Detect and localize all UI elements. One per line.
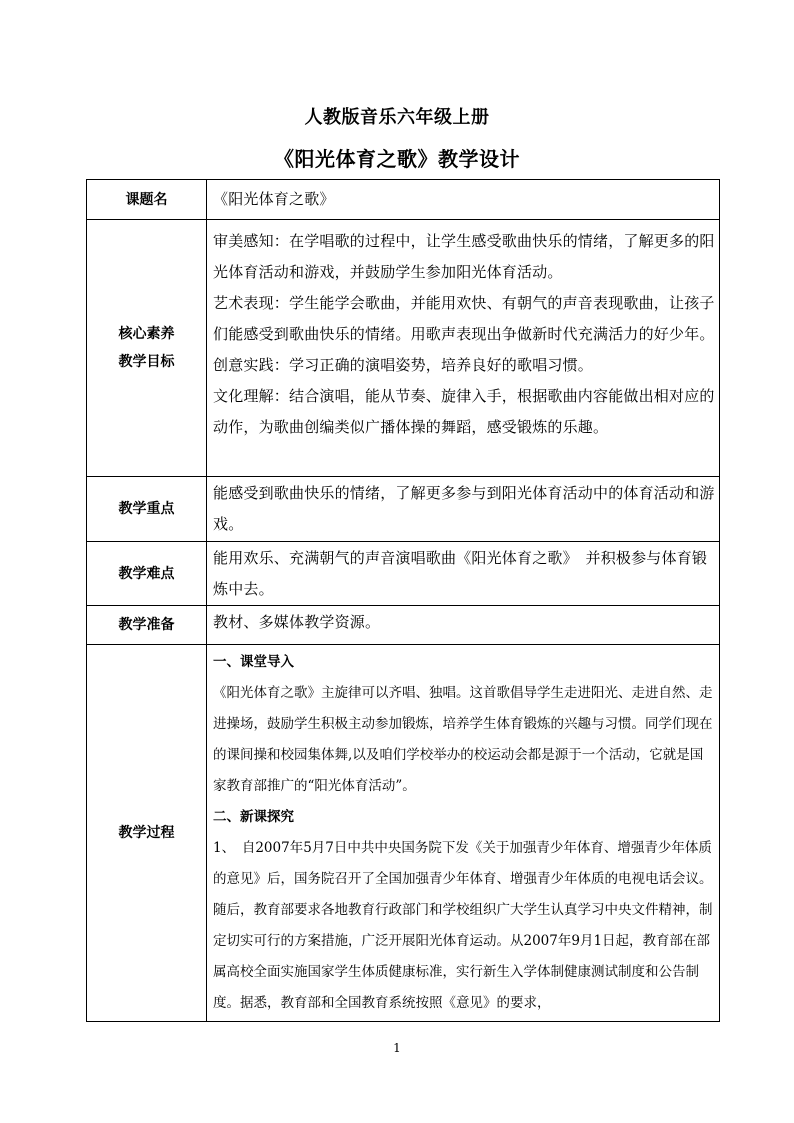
objective-aesthetic: 审美感知：在学唱歌的过程中，让学生感受歌曲快乐的情绪，了解更多的阳光体育活动和游戏，并鼓励学生参加阳光体育活动。 bbox=[213, 232, 715, 281]
objectives-label-line2: 教学目标 bbox=[118, 354, 175, 370]
process-label: 教学过程 bbox=[87, 645, 207, 1022]
table-row-difficulties bbox=[87, 542, 720, 606]
difficulties-label: 教学难点 bbox=[87, 542, 207, 606]
objective-creative: 创意实践：学习正确的演唱姿势，培养良好的歌唱习惯。 bbox=[213, 356, 594, 374]
difficulties-value: 能用欢乐、充满朝气的声音演唱歌曲《阳光体育之歌》 并积极参与体育锻炼中去。 bbox=[207, 542, 720, 606]
document-title-line2: 《阳光体育之歌》教学设计 bbox=[274, 147, 520, 171]
key-points-label: 教学重点 bbox=[87, 477, 207, 542]
document-title-line1: 人教版音乐六年级上册 bbox=[304, 107, 490, 128]
page-number: 1 bbox=[393, 1041, 401, 1055]
objective-cultural: 文化理解：结合演唱，能从节奏、旋律入手，根据歌曲内容能做出相对应的动作，为歌曲创编类似广播体操的舞蹈，感受锻炼的乐趣。 bbox=[213, 387, 715, 436]
process-section2-text: 1、 自2007年5月7日中共中央国务院下发《关于加强青少年体育、增强青少年体质的意见》后，国务院召开了全国加强青少年体育、增强青少年体质的电视电话会议。随后，教育部要求各地教育行政部门和学校组织广大学生认真学习中央文件精神，制定切实可行的方案措施，广泛开展阳光体育运动。从2007年9月1日起，教育部在部属高校全面实施国家学生体质健康标准，实行新生入学体制健康测试制度和公告制度。据悉，教育部和全国教育系统按照《意见》的要求， bbox=[213, 840, 713, 1011]
key-points-value: 能感受到歌曲快乐的情绪，了解更多参与到阳光体育活动中的体育活动和游戏。 bbox=[207, 477, 720, 542]
table-row-objectives bbox=[87, 220, 720, 477]
objectives-content bbox=[207, 220, 720, 477]
table-row-key-points bbox=[87, 477, 720, 542]
topic-value: 《阳光体育之歌》 bbox=[207, 180, 720, 220]
objectives-label bbox=[87, 220, 207, 477]
objective-artistic: 艺术表现：学生能学会歌曲，并能用欢快、有朝气的声音表现歌曲，让孩子们能感受到歌曲快乐的情绪。用歌声表现出争做新时代充满活力的好少年。 bbox=[213, 294, 715, 343]
table-row-preparation bbox=[87, 606, 720, 645]
preparation-label: 教学准备 bbox=[87, 606, 207, 645]
lesson-design-table bbox=[86, 179, 720, 1022]
table-row-process bbox=[87, 645, 720, 1022]
objectives-label-line1: 核心素养 bbox=[118, 326, 175, 342]
preparation-value: 教材、多媒体教学资源。 bbox=[207, 606, 720, 645]
process-section1-text: 《阳光体育之歌》主旋律可以齐唱、独唱。这首歌倡导学生走进阳光、走进自然、走进操场，鼓励学生积极主动参加锻炼，培养学生体育锻炼的兴趣与习惯。同学们现在的课间操和校园集体舞,以及咱们学校举办的校运动会都是源于一个活动，它就是国家教育部推广的“阳光体育活动”。 bbox=[213, 685, 713, 794]
table-row-topic bbox=[87, 180, 720, 220]
process-section1-heading: 一、课堂导入 bbox=[213, 654, 294, 670]
process-section2-heading: 二、新课探究 bbox=[213, 809, 294, 825]
process-text-area bbox=[213, 647, 715, 1020]
topic-label: 课题名 bbox=[87, 180, 207, 220]
process-content bbox=[207, 645, 720, 1022]
